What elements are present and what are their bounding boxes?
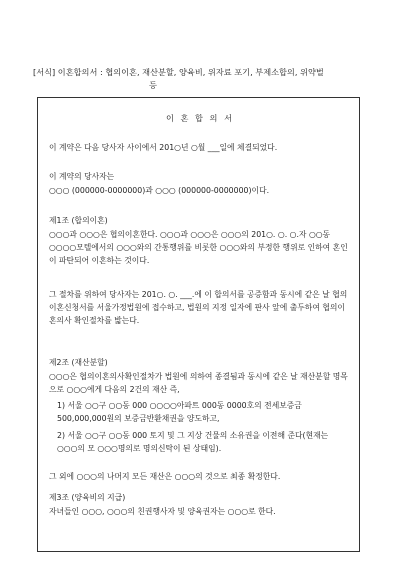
article-2-body: ○○○은 협의이혼의사확인절차가 법원에 의하여 종결됨과 동시에 같은 날 재산분할 명목으로 ○○○에게 다음의 2건의 재산 즉,: [49, 372, 348, 394]
article-1-procedure: 그 절차를 위하여 당사자는 201○. ○. ___.에 이 합의서를 공증함과 동시에 같은 날 협의이혼신청서를 서울가정법원에 접수하고, 법원의 지정 일자에 판사 앞에 출두하여 협의이혼의사 확인절차를 밟는다.: [49, 290, 348, 325]
agreement-frame: [37, 97, 360, 552]
document-title: 이 혼 합 의 서: [166, 113, 234, 123]
article-2-remainder: 그 외에 ○○○의 나머지 모든 재산은 ○○○의 것으로 최종 확정한다.: [49, 472, 281, 481]
parties-label: 이 계약의 당사자는: [49, 172, 115, 181]
form-header: [33, 66, 363, 92]
article-2-item-2: 2) 서울 ○○구 ○○동 000 토지 및 그 지상 건물의 소유권을 이전해 준다(현재는 ○○○의 모 ○○○명의로 명의신탁이 된 상태임).: [57, 431, 329, 453]
article-2-heading: 제2조 (재산분할): [49, 358, 108, 367]
article-2-item-1: 1) 서울 ○○구 ○○동 000 ○○○○아파트 000동 0000호의 전세보증금 500,000,000원의 보증금반환채권을 양도하고,: [57, 401, 302, 423]
header-line-1: [서식] 이혼합의서 : 협의이혼, 재산분할, 양육비, 위자료 포기, 부제소합의, 위약벌: [33, 67, 324, 77]
header-line-2: 등: [149, 80, 157, 90]
article-3-heading: 제3조 (양육비의 지급): [49, 493, 126, 502]
article-1-body: ○○○과 ○○○은 협의이혼한다. ○○○과 ○○○은 ○○○의 201○. ○. ○.자 ○○동 ○○○○모텔에서의 ○○○와의 간통행위를 비롯한 ○○○와의 부정한 행위로 인하여 혼인이 파탄되어 이혼하는 것이다.: [49, 230, 348, 265]
article-3-body: 자녀들인 ○○○, ○○○의 친권행사자 및 양육권자는 ○○○로 한다.: [49, 507, 276, 516]
intro-text: 이 계약은 다음 당사자 사이에서 201○년 ○월 ___일에 체결되었다.: [49, 143, 278, 152]
parties-text: ○○○ (000000-0000000)과 ○○○ (000000-0000000)이다.: [49, 186, 270, 195]
article-1-heading: 제1조 (합의이혼): [49, 216, 108, 225]
